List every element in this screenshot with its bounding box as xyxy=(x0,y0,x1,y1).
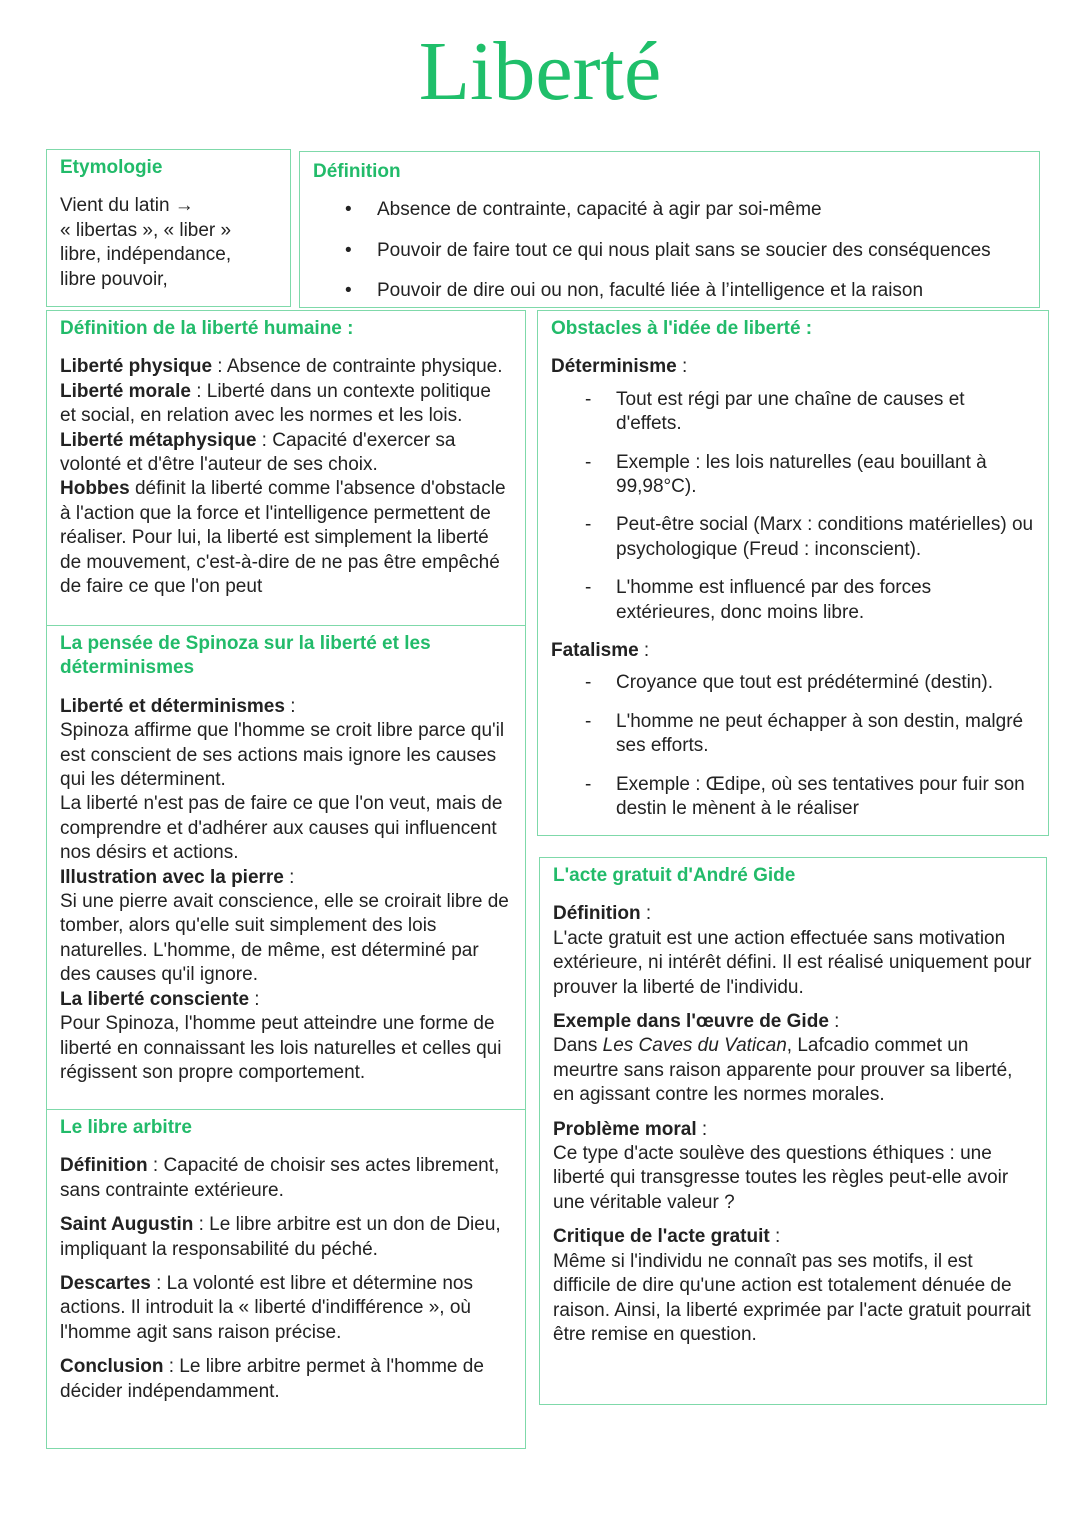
text: Spinoza affirme que l'homme se croit libre parce qu'il est conscient de ses actions mais ignore les causes qui les déterminent. xyxy=(60,720,505,791)
list-item: - Tout est régi par une chaîne de causes et d'effets. xyxy=(551,388,1035,437)
section-title: Obstacles à l'idée de liberté : xyxy=(551,318,813,339)
text: : La volonté est libre et détermine nos actions. Il introduit la « liberté d'indifférence », où l'homme agit sans raison précise. xyxy=(60,1273,473,1343)
section-title: Définition de la liberté humaine : xyxy=(60,318,354,339)
obstacles-box: Obstacles à l'idée de liberté : Déterminisme : - Tout est régi par une chaîne de causes et d'effets. - Exemple : les lois naturelles (eau bouillant à 99,98°C). - Peut-être social (Marx : conditions matérielles) ou psychologique (Freud : inconscient). - L'homme est influencé par des forces extérieures, donc moins libre. Fatalisme : - Croyance que tout est prédéterminé (destin). - L'homme ne peut échapper à son destin, malgré ses efforts. - Exemple : Œdipe, où ses tentatives pour fuir son destin le mènent à le réaliser xyxy=(537,310,1049,836)
text: L'acte gratuit est une action effectuée sans motivation extérieure, ni intérêt défini. Il est réalisé uniquement pour prouver la liberté de l'individu. xyxy=(553,927,1032,998)
colon: : xyxy=(769,1226,781,1248)
spinoza-box xyxy=(46,625,526,1111)
text: Même si l'individu ne connaît pas ses motifs, il est difficile de dire qu'une action est totalement dénuée de raison. Ainsi, la liberté exprimée par l'acte gratuit pourrait être remise en question. xyxy=(553,1250,1031,1345)
term: Définition xyxy=(60,1155,148,1177)
list-item: - L'homme est influencé par des forces extérieures, donc moins libre. xyxy=(551,576,1035,625)
book-title: Les Caves du Vatican xyxy=(602,1035,787,1057)
term: Conclusion xyxy=(60,1356,164,1378)
text: : Absence de contrainte physique. xyxy=(212,356,503,378)
term: Illustration avec la pierre xyxy=(60,866,284,888)
text: La liberté n'est pas de faire ce que l'on veut, mais de comprendre et d'adhérer aux causes qui influencent nos désirs et actions. xyxy=(60,793,503,864)
text: Pour Spinoza, l'homme peut atteindre une forme de liberté en connaissant les lois naturelles et celles qui régissent son propre comportement. xyxy=(60,1013,502,1083)
text: : Le libre arbitre permet à l'homme de décider indépendamment. xyxy=(60,1356,484,1402)
colon: : xyxy=(696,1118,708,1140)
text: : xyxy=(284,695,296,717)
section-title: L'acte gratuit d'André Gide xyxy=(553,865,796,886)
term: Hobbes xyxy=(60,478,130,500)
list-item: • Pouvoir de faire tout ce qui nous plait sans se soucier des conséquences xyxy=(313,239,1026,263)
text-line: libre, indépendance, xyxy=(60,244,232,266)
page-title: Liberté xyxy=(418,25,662,118)
text: Dans xyxy=(553,1035,603,1057)
text: Si une pierre avait conscience, elle se croirait libre de tomber, alors qu'elle suit simplement des lois naturelles. L'homme, de même, est déterminé par des causes qu'il ignore. xyxy=(60,891,509,986)
text: Ce type d'acte soulève des questions éthiques : une liberté qui transgresse toutes les règles peut-elle avoir une véritable valeur ? xyxy=(553,1143,1009,1213)
term: Déterminisme xyxy=(551,356,677,378)
term: Liberté physique xyxy=(60,356,213,378)
term: Liberté et déterminismes xyxy=(60,695,285,717)
term: La liberté consciente xyxy=(60,988,250,1010)
acte-gratuit-box xyxy=(539,857,1047,1405)
text: : Capacité d'exercer sa volonté et d'être l'auteur de ses choix. xyxy=(60,429,456,476)
term: Descartes xyxy=(60,1273,151,1295)
text-line: libre pouvoir, xyxy=(60,268,168,290)
liberte-humaine-box xyxy=(46,310,526,626)
term: Liberté métaphysique xyxy=(60,429,257,451)
term: Liberté morale xyxy=(60,380,191,402)
text-line: « libertas », « liber » xyxy=(60,219,232,241)
text: , Lafcadio commet un meurtre sans raison apparente pour prouver sa liberté, en agissant contre les normes morales. xyxy=(553,1035,1013,1106)
definition-box xyxy=(299,151,1040,308)
text: définit la liberté comme l'absence d'obstacle à l'action que la force et l'intelligence permettent de réaliser. Pour lui, la liberté est simplement la liberté de mouvement, c'est-à-dire de ne pas être empêché de faire ce que l'on peut xyxy=(60,478,506,598)
section-title: La pensée de Spinoza sur la liberté et les déterminismes xyxy=(60,633,431,679)
libre-arbitre-box xyxy=(46,1109,526,1449)
term: Critique de l'acte gratuit xyxy=(553,1226,770,1248)
text: : xyxy=(283,866,295,888)
text: : Le libre arbitre est un don de Dieu, impliquant la responsabilité du péché. xyxy=(60,1214,501,1260)
section-title: Définition xyxy=(313,161,401,182)
list-item: - Croyance que tout est prédéterminé (destin). xyxy=(551,671,1035,695)
term: Problème moral xyxy=(553,1118,697,1140)
term: Exemple dans l'œuvre de Gide xyxy=(553,1011,829,1033)
section-title: Le libre arbitre xyxy=(60,1117,192,1138)
list-item: - Exemple : Œdipe, où ses tentatives pour fuir son destin le mènent à le réaliser xyxy=(551,773,1035,822)
list-item: - Exemple : les lois naturelles (eau bouillant à 99,98°C). xyxy=(551,451,1035,500)
list-item: • Pouvoir de dire oui ou non, faculté liée à l’intelligence et la raison xyxy=(313,279,1026,303)
list-item: - Peut-être social (Marx : conditions matérielles) ou psychologique (Freud : inconscient). xyxy=(551,513,1035,562)
etymologie-box xyxy=(46,149,291,307)
term: Saint Augustin xyxy=(60,1214,194,1236)
text: : Capacité de choisir ses actes librement, sans contrainte extérieure. xyxy=(60,1155,500,1201)
text: : xyxy=(249,988,260,1010)
colon: : xyxy=(828,1011,840,1033)
term: Fatalisme xyxy=(551,640,639,662)
list-item: - L'homme ne peut échapper à son destin, malgré ses efforts. xyxy=(551,710,1035,759)
colon: : xyxy=(640,903,652,925)
section-title: Etymologie xyxy=(60,157,163,178)
list-item: • Absence de contrainte, capacité à agir par soi-même xyxy=(313,198,1026,222)
term: Définition xyxy=(553,903,641,925)
text: : Liberté dans un contexte politique et social, en relation avec les normes et les lois. xyxy=(60,380,491,427)
text-line: Vient du latin → xyxy=(60,195,194,217)
